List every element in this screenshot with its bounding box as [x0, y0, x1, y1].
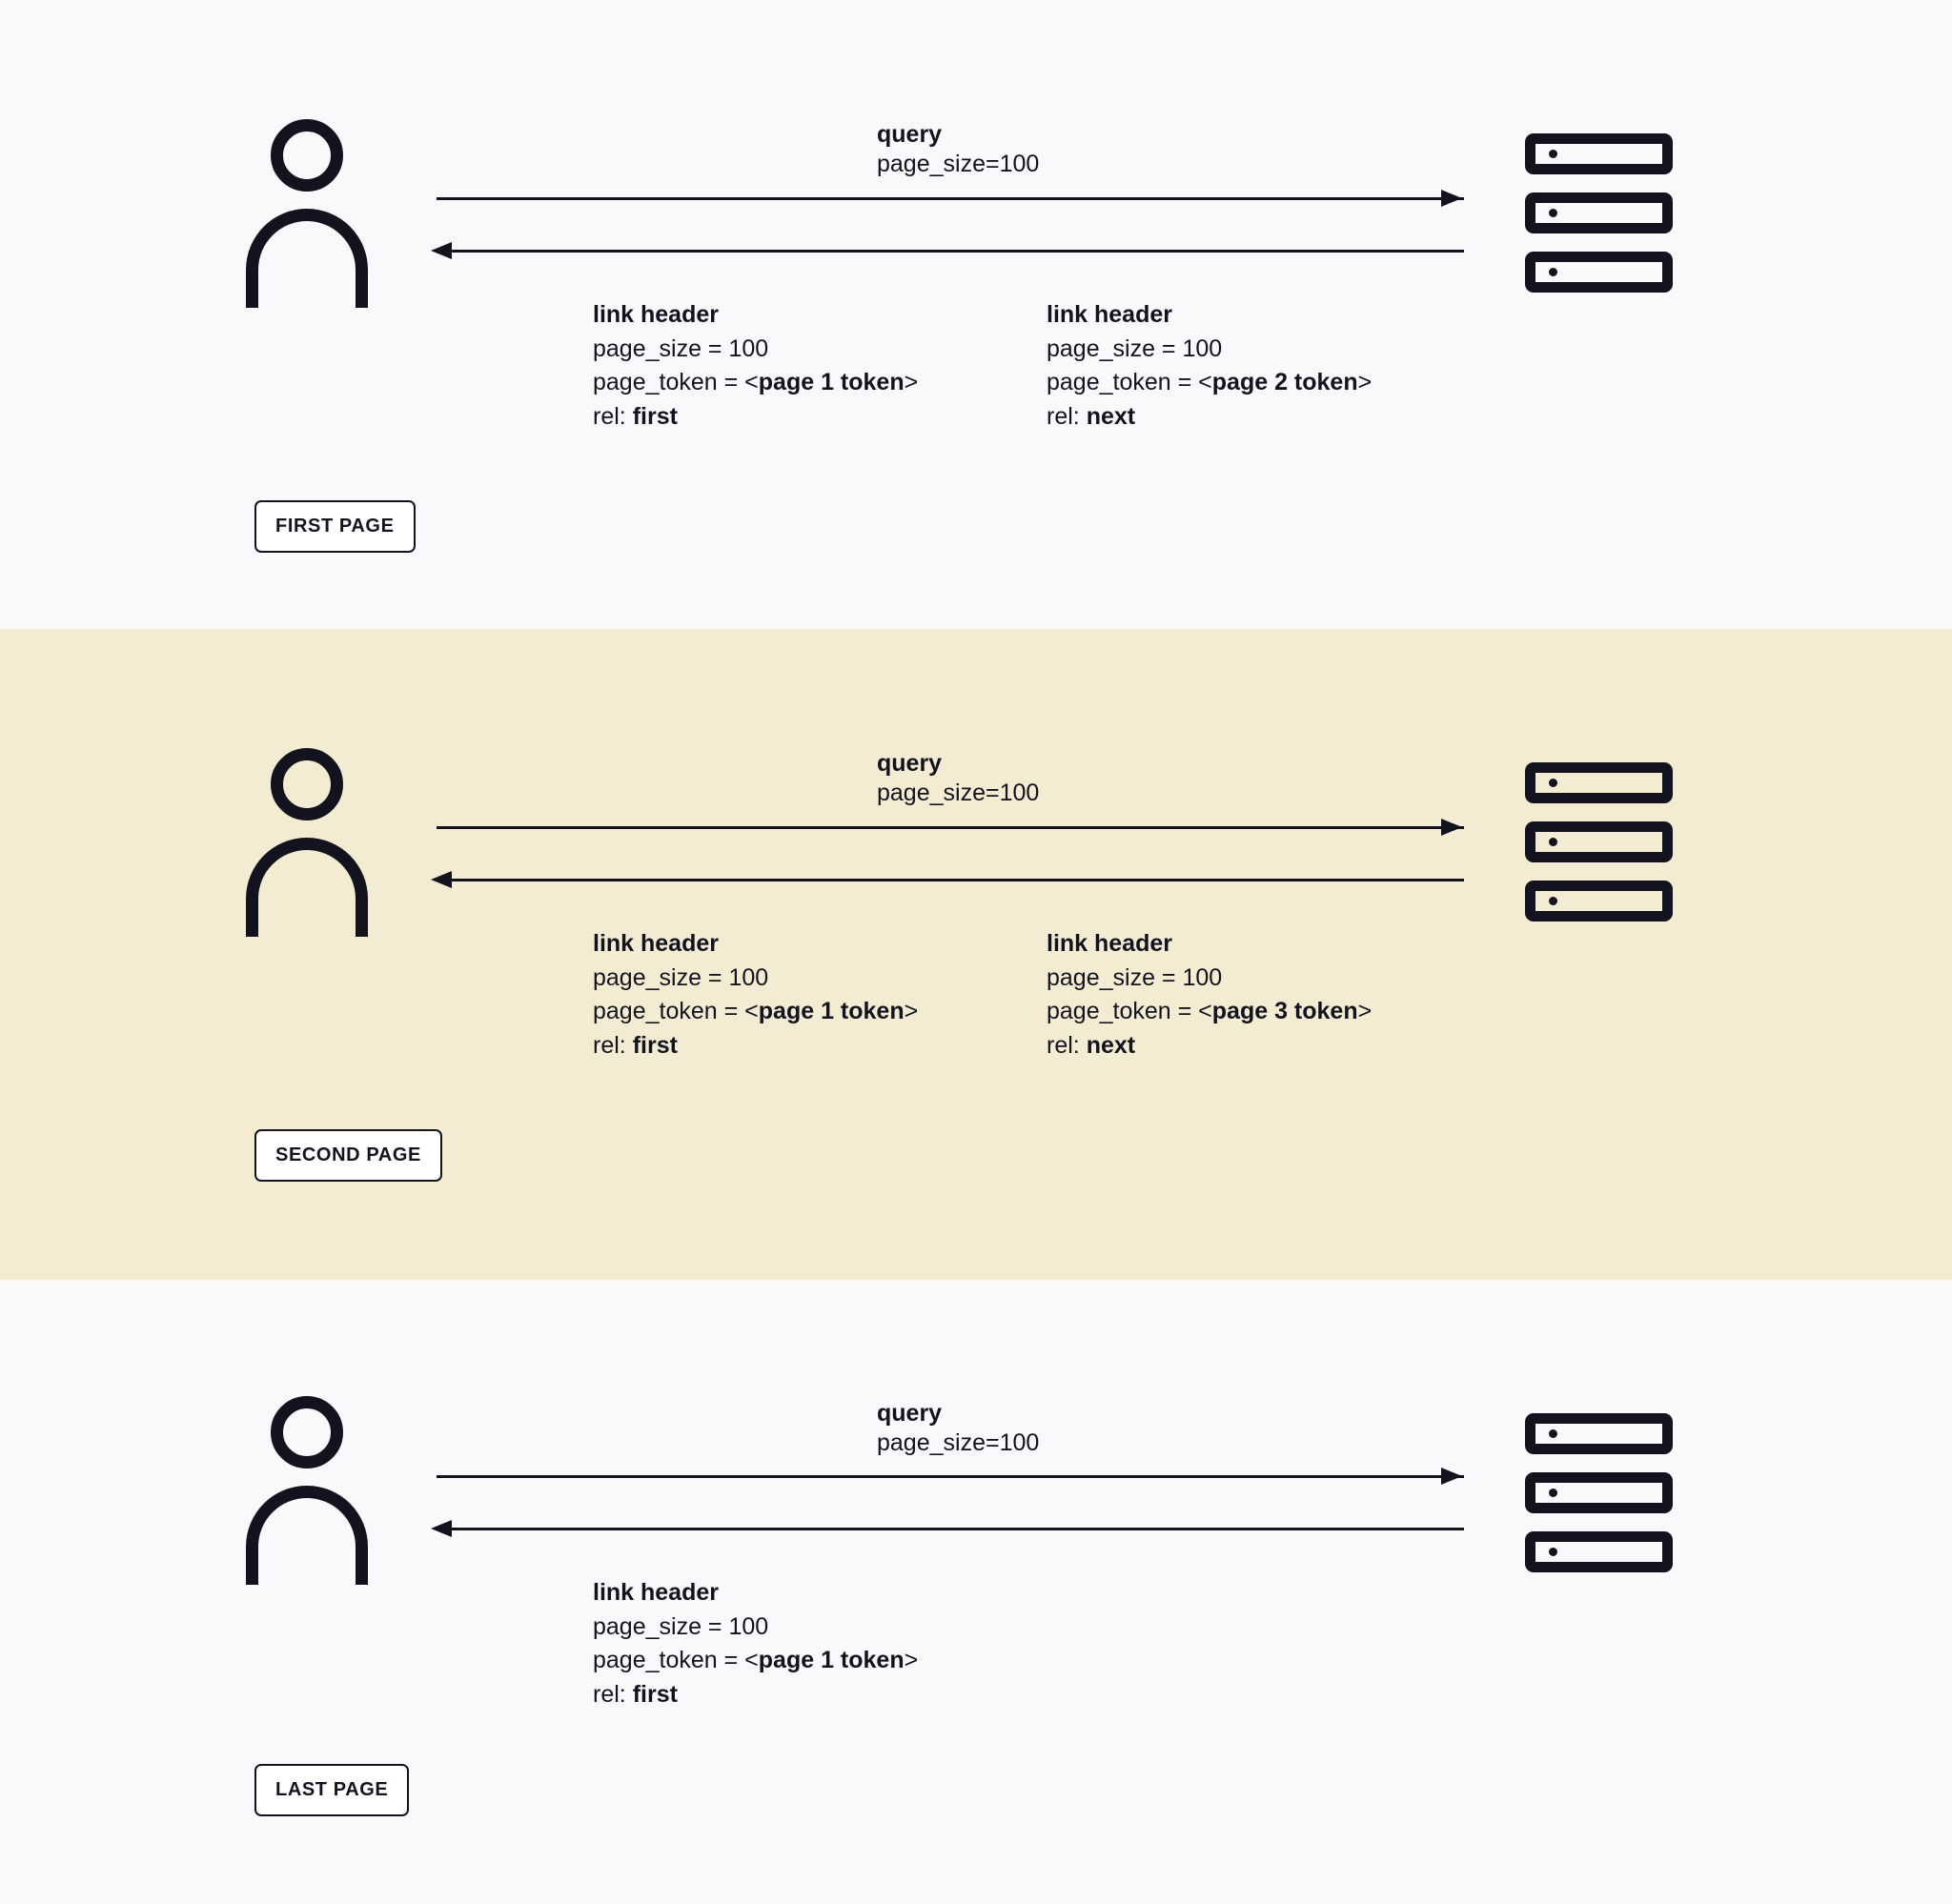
arrow-left-icon: [448, 1528, 1464, 1530]
rel-prefix: rel:: [1047, 1031, 1087, 1059]
section-last-page: [0, 1280, 1952, 1904]
page-token-prefix: page_token = <: [1047, 369, 1212, 395]
page-token-suffix: >: [904, 1647, 919, 1673]
server-led-icon: [1549, 779, 1557, 787]
person-body-shape: [246, 209, 368, 308]
server-led-icon: [1549, 268, 1557, 276]
server-led-icon: [1549, 1429, 1557, 1438]
arrow-left-head-icon: [431, 242, 452, 259]
rel-prefix: rel:: [593, 402, 633, 430]
page-token-value: page 3 token: [1211, 998, 1358, 1024]
server-unit: [1525, 133, 1673, 174]
rel-prefix: rel:: [593, 1031, 633, 1059]
arrow-right-icon: [437, 197, 1464, 200]
server-led-icon: [1549, 209, 1557, 217]
page-token-value: page 1 token: [758, 1647, 905, 1673]
link-header-page-size: page_size = 100: [593, 334, 769, 362]
rel-value: first: [632, 1031, 678, 1059]
badge-last-page: LAST PAGE: [254, 1764, 409, 1816]
page-token-suffix: >: [904, 369, 919, 395]
person-icon: [246, 748, 379, 929]
badge-first-page: FIRST PAGE: [254, 500, 416, 553]
link-header-block: [1047, 298, 1372, 434]
request-arrow: [0, 1475, 1952, 1478]
link-header-title: link header: [593, 1579, 719, 1606]
arrow-right-head-icon: [1441, 190, 1462, 207]
server-icon: [1525, 762, 1673, 934]
response-arrow: [0, 879, 1952, 881]
arrow-right-icon: [437, 1475, 1464, 1478]
response-arrow: [0, 250, 1952, 253]
page-token-prefix: page_token = <: [593, 1647, 759, 1673]
server-led-icon: [1549, 1489, 1557, 1497]
response-arrow: [0, 1528, 1952, 1530]
query-title: query: [877, 121, 943, 148]
section-second-page: [0, 629, 1952, 1280]
link-header-page-token: [593, 366, 918, 400]
arrow-left-head-icon: [431, 1520, 452, 1537]
arrow-right-icon: [437, 826, 1464, 829]
link-header-page-size: page_size = 100: [593, 963, 769, 991]
link-header-block: [593, 298, 918, 434]
server-icon: [1525, 1413, 1673, 1585]
page-token-prefix: page_token = <: [593, 369, 759, 395]
query-label-group: [877, 749, 1039, 809]
person-body-shape: [246, 1486, 368, 1585]
link-header-page-size: page_size = 100: [593, 1612, 769, 1640]
person-body-shape: [246, 838, 368, 937]
server-led-icon: [1549, 1548, 1557, 1556]
query-value: page_size=100: [877, 780, 1040, 807]
request-arrow: [0, 197, 1952, 200]
page-token-value: page 1 token: [758, 998, 905, 1024]
link-header-block: [593, 927, 918, 1063]
server-led-icon: [1549, 897, 1557, 905]
link-header-rel: [593, 1029, 918, 1063]
link-header-page-size: page_size = 100: [1047, 963, 1223, 991]
arrow-right-head-icon: [1441, 819, 1462, 836]
link-header-rel: [593, 1678, 918, 1712]
query-label-group: [877, 1399, 1039, 1459]
arrow-left-icon: [448, 250, 1464, 253]
rel-value: first: [632, 402, 678, 430]
person-icon: [246, 119, 379, 300]
badge-second-page: SECOND PAGE: [254, 1129, 442, 1182]
link-header-block: [593, 1576, 918, 1712]
link-header-page-token: [593, 1644, 918, 1678]
server-icon: [1525, 133, 1673, 305]
server-led-icon: [1549, 838, 1557, 846]
link-header-title: link header: [1047, 301, 1172, 328]
query-title: query: [877, 1400, 943, 1427]
person-icon: [246, 1396, 379, 1577]
link-header-rel: [1047, 1029, 1372, 1063]
query-label-group: [877, 120, 1039, 180]
page-token-value: page 2 token: [1211, 369, 1358, 395]
link-header-rel: [593, 400, 918, 435]
server-unit: [1525, 252, 1673, 293]
link-header-page-token: [593, 995, 918, 1029]
server-led-icon: [1549, 150, 1557, 158]
rel-value: next: [1086, 402, 1136, 430]
person-head-shape: [271, 1396, 343, 1469]
server-unit: [1525, 1531, 1673, 1572]
query-title: query: [877, 750, 943, 777]
rel-prefix: rel:: [1047, 402, 1087, 430]
section-first-page: [0, 0, 1952, 629]
server-unit: [1525, 881, 1673, 922]
server-unit: [1525, 1472, 1673, 1513]
link-header-block: [1047, 927, 1372, 1063]
page-token-suffix: >: [1357, 369, 1372, 395]
server-unit: [1525, 1413, 1673, 1454]
page-token-suffix: >: [904, 998, 919, 1024]
page-token-suffix: >: [1357, 998, 1372, 1024]
page-token-value: page 1 token: [758, 369, 905, 395]
person-head-shape: [271, 119, 343, 192]
query-value: page_size=100: [877, 1429, 1040, 1457]
rel-value: next: [1086, 1031, 1136, 1059]
person-head-shape: [271, 748, 343, 820]
link-header-title: link header: [1047, 930, 1172, 957]
page-token-prefix: page_token = <: [1047, 998, 1212, 1024]
arrow-left-head-icon: [431, 871, 452, 888]
rel-value: first: [632, 1680, 678, 1708]
page-token-prefix: page_token = <: [593, 998, 759, 1024]
query-value: page_size=100: [877, 151, 1040, 178]
server-unit: [1525, 762, 1673, 803]
rel-prefix: rel:: [593, 1680, 633, 1708]
request-arrow: [0, 826, 1952, 829]
link-header-rel: [1047, 400, 1372, 435]
arrow-left-icon: [448, 879, 1464, 881]
arrow-right-head-icon: [1441, 1468, 1462, 1485]
link-header-title: link header: [593, 930, 719, 957]
link-header-page-size: page_size = 100: [1047, 334, 1223, 362]
link-header-page-token: [1047, 366, 1372, 400]
link-header-page-token: [1047, 995, 1372, 1029]
link-header-title: link header: [593, 301, 719, 328]
